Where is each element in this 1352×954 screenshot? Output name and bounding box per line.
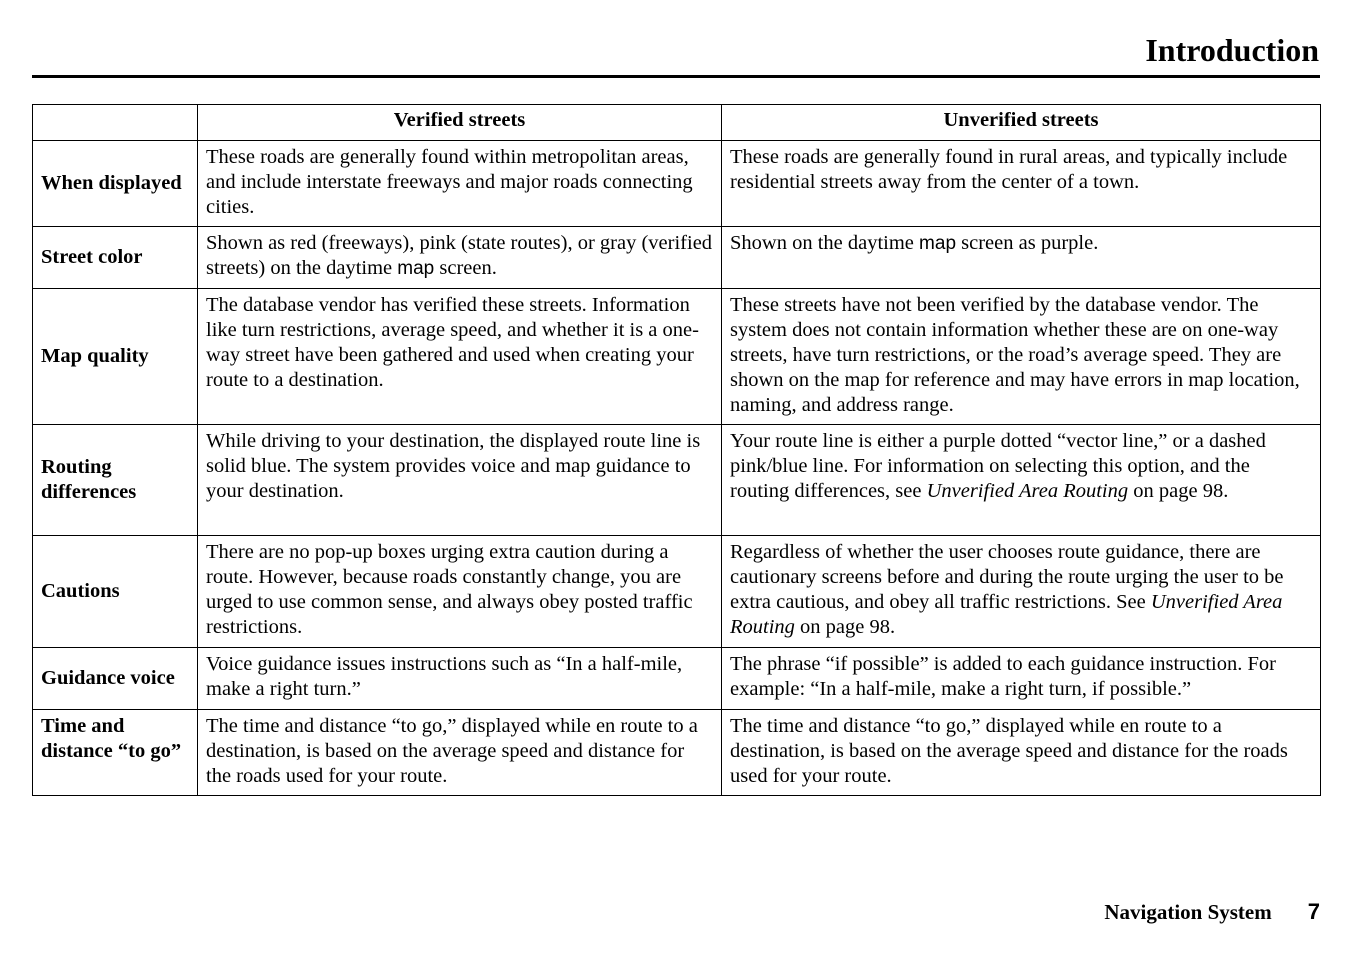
table-row — [33, 648, 1321, 710]
cell-verified-when-displayed: These roads are generally found within metropolitan areas, and include interstate freeways and major roads connecting cities. — [198, 141, 722, 227]
cross-reference-link: Unverified Area Routing — [926, 480, 1129, 502]
row-label-cautions: Cautions — [33, 536, 198, 648]
table-row — [33, 536, 1321, 648]
table-header-row — [33, 105, 1321, 141]
comparison-table — [32, 104, 1321, 796]
map-keyword: map — [919, 233, 957, 254]
cell-unverified-cautions: Regardless of whether the user chooses route guidance, there are cautionary screens before and during the route urging the user to be extra cautious, and obey all traffic restrictions. See Unverified Area Routing on page 98. — [722, 536, 1321, 648]
cell-verified-time-and-distance: The time and distance “to go,” displayed while en route to a destination, is based on the average speed and distance for the roads used for your route. — [198, 710, 722, 796]
footer-label: Navigation System — [1104, 900, 1272, 924]
page-title: Introduction — [1145, 32, 1319, 68]
row-label-routing-differences: Routing differences — [33, 425, 198, 536]
cell-verified-cautions: There are no pop-up boxes urging extra caution during a route. However, because roads constantly change, you are urged to use common sense, and always obey posted traffic restrictions. — [198, 536, 722, 648]
cell-unverified-time-and-distance: The time and distance “to go,” displayed while en route to a destination, is based on the average speed and distance for the roads used for your route. — [722, 710, 1321, 796]
row-label-street-color: Street color — [33, 227, 198, 289]
cell-unverified-map-quality: These streets have not been verified by the database vendor. The system does not contain information whether these are on one-way streets, have turn restrictions, or the road’s average speed. They are shown on the map for reference and may have errors in map location, naming, and address range. — [722, 289, 1321, 425]
cell-verified-street-color: Shown as red (freeways), pink (state routes), or gray (verified streets) on the daytime map screen. — [198, 227, 722, 289]
table-row — [33, 289, 1321, 425]
map-keyword: map — [397, 258, 435, 279]
title-rule — [32, 75, 1320, 78]
cell-verified-routing-differences: While driving to your destination, the displayed route line is solid blue. The system provides voice and map guidance to your destination. — [198, 425, 722, 536]
page-footer — [1104, 898, 1320, 926]
row-label-guidance-voice: Guidance voice — [33, 648, 198, 710]
cell-verified-map-quality: The database vendor has verified these streets. Information like turn restrictions, average speed, and whether it is a one-way street have been gathered and used when creating your route to a destination. — [198, 289, 722, 425]
cell-unverified-routing-differences: Your route line is either a purple dotted “vector line,” or a dashed pink/blue line. For information on selecting this option, and the routing differences, see Unverified Area Routing on page 98. — [722, 425, 1321, 536]
page-number: 7 — [1307, 899, 1320, 924]
column-header-verified: Verified streets — [198, 105, 722, 141]
table-row — [33, 425, 1321, 536]
cell-unverified-when-displayed: These roads are generally found in rural areas, and typically include residential streets away from the center of a town. — [722, 141, 1321, 227]
cell-verified-guidance-voice: Voice guidance issues instructions such as “In a half-mile, make a right turn.” — [198, 648, 722, 710]
table-row — [33, 227, 1321, 289]
table-row — [33, 710, 1321, 796]
column-header-empty — [33, 105, 198, 141]
cell-unverified-guidance-voice: The phrase “if possible” is added to each guidance instruction. For example: “In a half-mile, make a right turn, if possible.” — [722, 648, 1321, 710]
cross-reference-link: Unverified Area Routing — [730, 591, 1283, 638]
row-label-when-displayed: When displayed — [33, 141, 198, 227]
column-header-unverified: Unverified streets — [722, 105, 1321, 141]
row-label-time-and-distance: Time and distance “to go” — [33, 710, 198, 796]
cell-unverified-street-color: Shown on the daytime map screen as purple. — [722, 227, 1321, 289]
table-row — [33, 141, 1321, 227]
row-label-map-quality: Map quality — [33, 289, 198, 425]
